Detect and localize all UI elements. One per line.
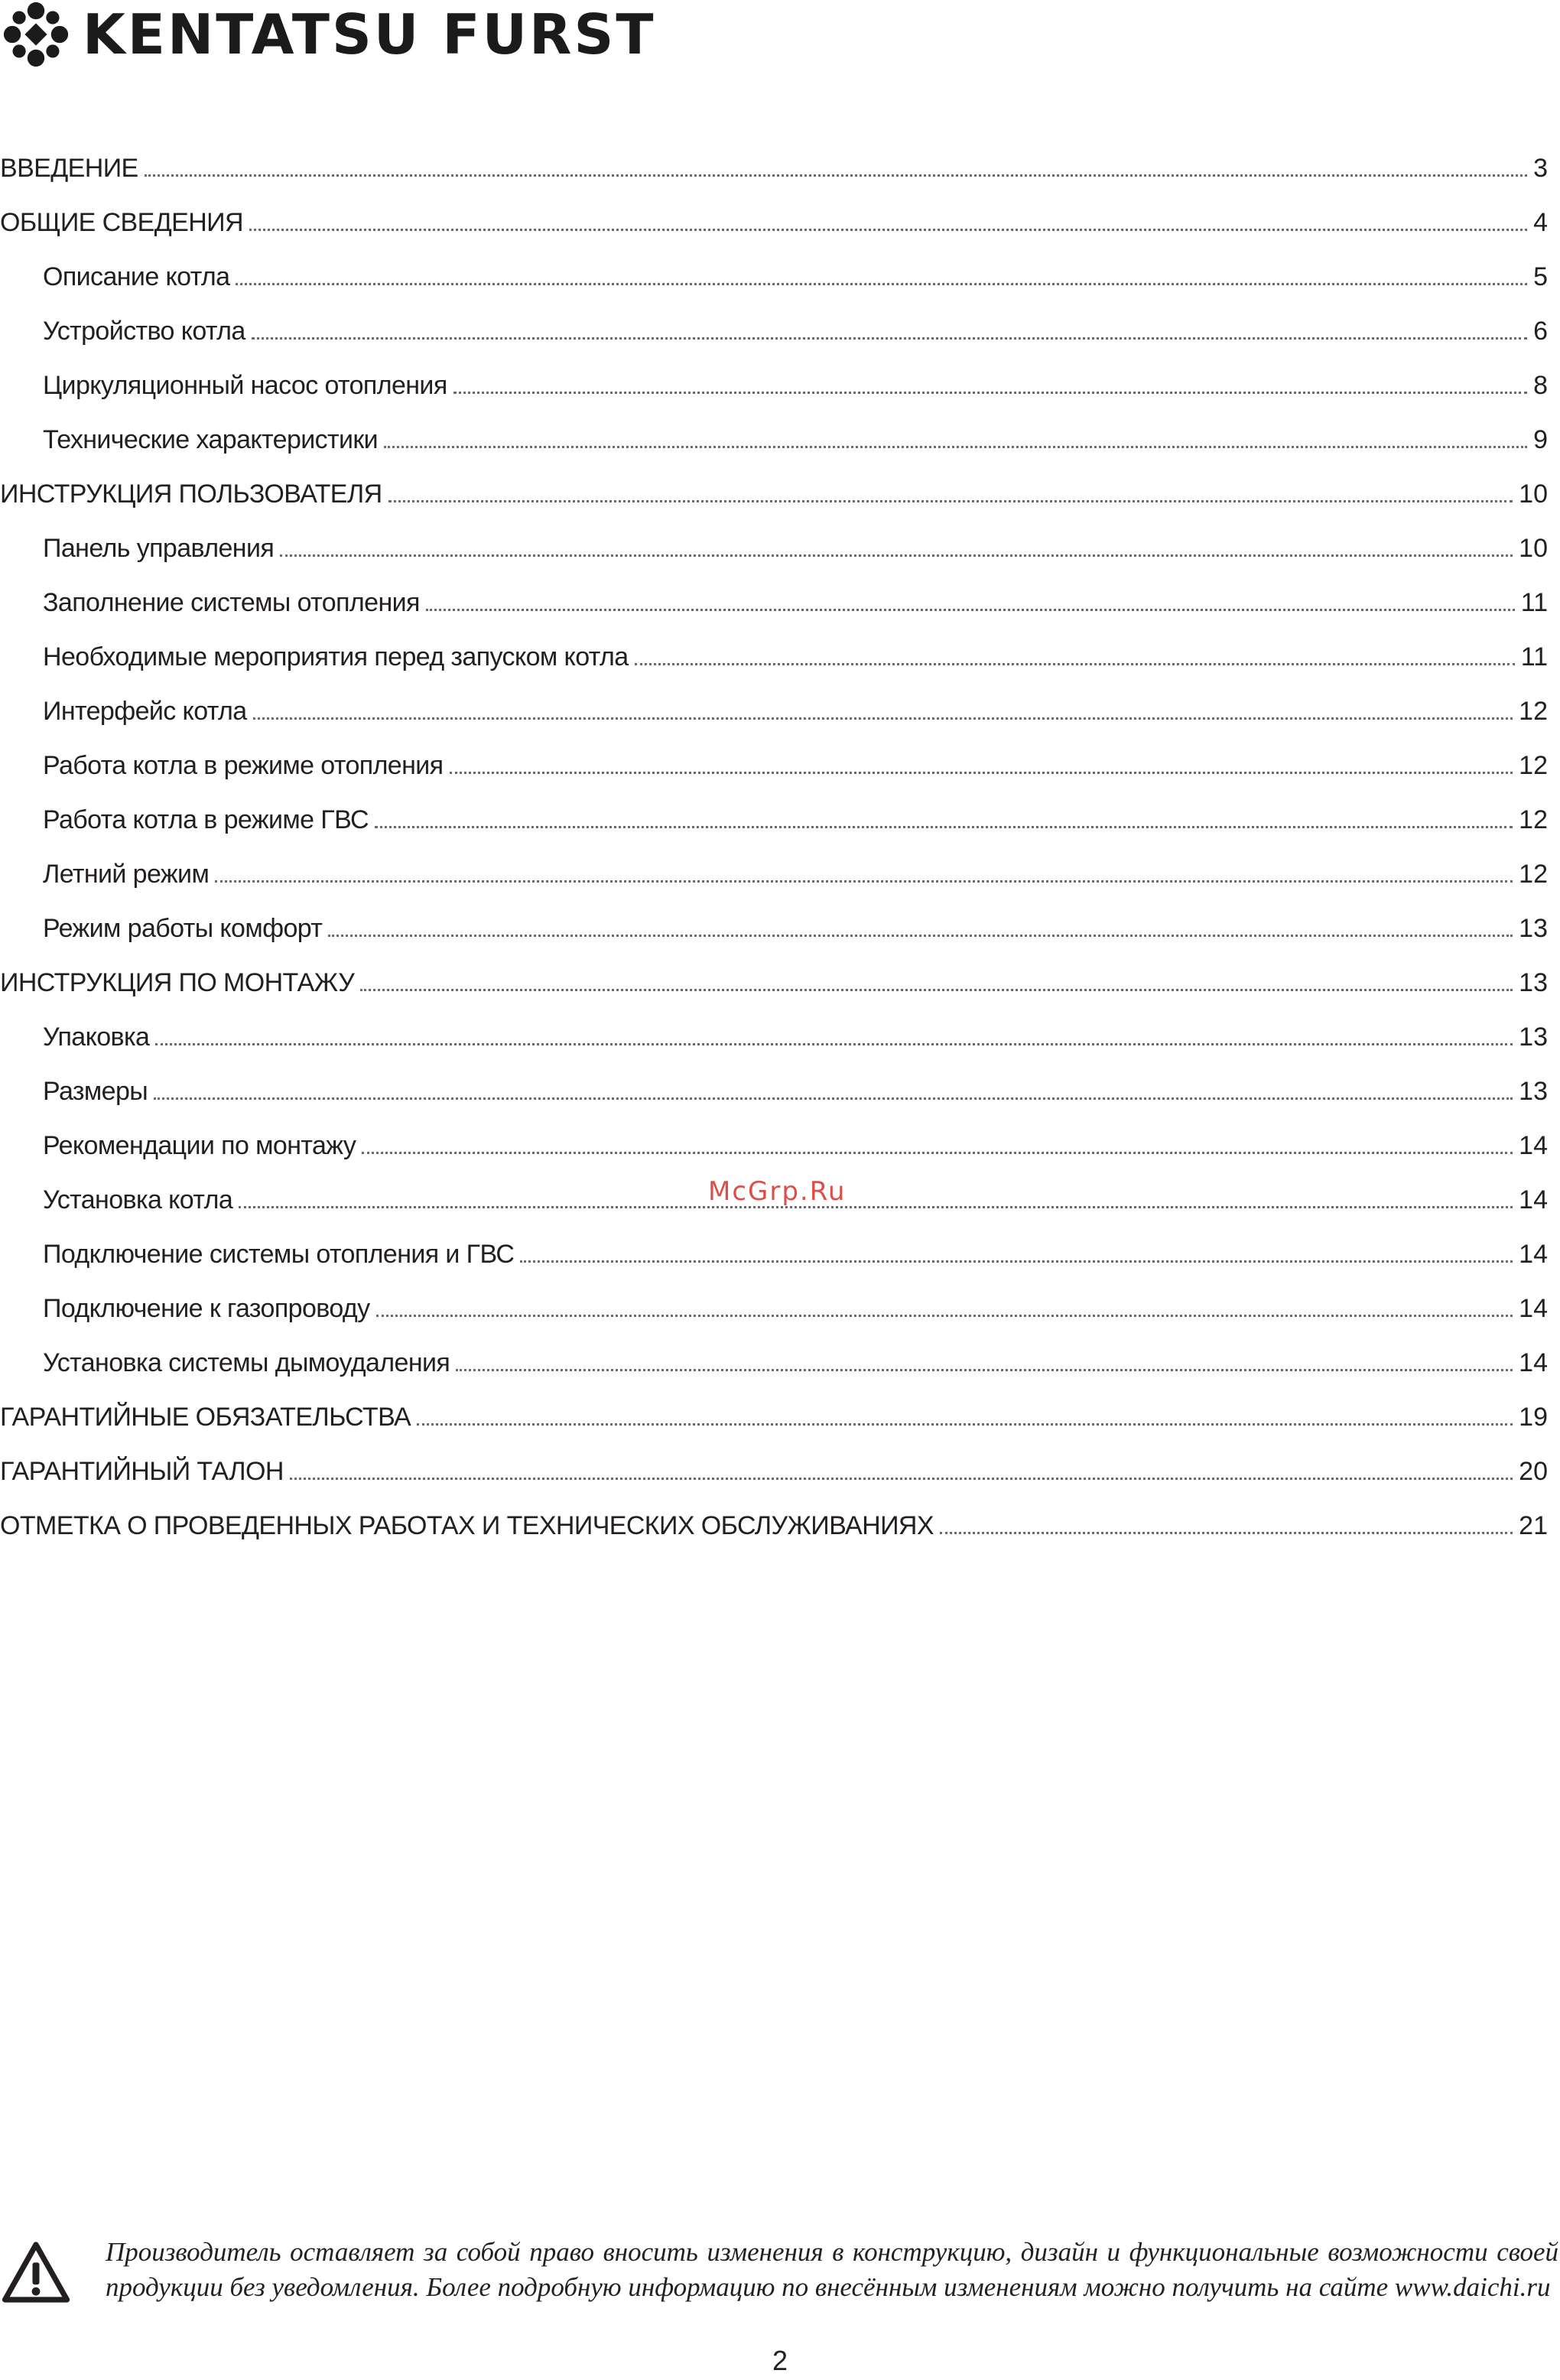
toc-entry [0,632,1548,686]
toc-entry [0,795,1548,849]
toc-entry-page: 12 [1519,860,1548,889]
toc-entry-page: 4 [1533,208,1548,237]
toc-entry-title: Устройство котла [43,317,245,346]
toc-entry [0,1283,1548,1338]
toc-dot-leader [384,446,1527,448]
toc-dot-leader [155,1043,1513,1045]
toc-dot-leader [154,1097,1513,1100]
toc-entry [0,686,1548,740]
toc-entry [0,903,1548,958]
toc-dot-leader [253,717,1513,720]
toc-entry-title: Летний режим [43,860,210,889]
toc-entry-page: 13 [1519,1077,1548,1106]
toc-entry-page: 14 [1519,1185,1548,1214]
toc-entry [0,197,1548,252]
toc-entry-page: 9 [1533,425,1548,454]
toc-entry [0,143,1548,197]
toc-dot-leader [388,500,1513,502]
toc-entry-page: 12 [1519,697,1548,726]
toc-dot-leader [635,663,1515,665]
toc-dot-leader [239,1206,1513,1208]
toc-entry-title: Размеры [43,1077,148,1106]
toc-entry-title: Упаковка [43,1023,150,1052]
toc-entry [0,849,1548,903]
toc-dot-leader [417,1423,1513,1426]
toc-entry-page: 10 [1519,480,1548,509]
table-of-contents [0,143,1548,1555]
toc-entry-page: 11 [1520,588,1548,617]
toc-entry [0,958,1548,1012]
toc-entry [0,740,1548,795]
disclaimer-text: Производитель оставляет за собой право вносить изменения в конструкцию, дизайн и функциональные возможности своей продукции без уведомления. Более подробную информацию по внесённым изменениям можно получить на сайте www.daichi.ru [106,2237,1558,2302]
toc-entry [0,523,1548,577]
toc-entry-title: Интерфейс котла [43,697,247,726]
toc-entry-title: Подключение системы отопления и ГВС [43,1240,515,1269]
toc-entry-page: 14 [1519,1294,1548,1323]
toc-entry-title: Панель управления [43,534,275,563]
toc-entry-title: Рекомендации по монтажу [43,1131,356,1160]
toc-entry [0,1066,1548,1120]
toc-entry-page: 5 [1533,262,1548,291]
brand-name: KENTATSU FURST [83,2,656,67]
footer-notice [0,2233,1560,2317]
toc-entry [0,415,1548,469]
toc-dot-leader [362,1152,1513,1154]
toc-dot-leader [450,772,1513,774]
toc-entry-title: Режим работы комфорт [43,914,323,943]
toc-entry-page: 3 [1533,154,1548,183]
toc-entry [0,469,1548,523]
toc-entry-page: 10 [1519,534,1548,563]
toc-entry [0,1338,1548,1392]
watermark: McGrp.Ru [708,1176,847,1207]
toc-entry-title: Работа котла в режиме ГВС [43,805,369,834]
toc-entry-page: 14 [1519,1348,1548,1377]
toc-entry-title: ИНСТРУКЦИЯ ПО МОНТАЖУ [0,968,355,997]
toc-dot-leader [215,880,1513,883]
toc-entry [0,1446,1548,1501]
toc-entry-title: ГАРАНТИЙНЫЕ ОБЯЗАТЕЛЬСТВА [0,1403,411,1432]
toc-dot-leader [453,392,1527,394]
toc-dot-leader [145,174,1527,177]
toc-entry-title: ИНСТРУКЦИЯ ПОЛЬЗОВАТЕЛЯ [0,480,382,509]
toc-entry-page: 13 [1519,968,1548,997]
toc-entry-title: Необходимые мероприятия перед запуском котла [43,642,629,671]
toc-entry-title: Описание котла [43,262,230,291]
header [0,0,765,69]
toc-entry-page: 6 [1533,317,1548,346]
toc-entry-page: 21 [1519,1511,1548,1540]
toc-entry-page: 12 [1519,751,1548,780]
toc-entry-page: 19 [1519,1403,1548,1432]
toc-entry [0,360,1548,415]
toc-entry-title: Работа котла в режиме отопления [43,751,444,780]
toc-dot-leader [360,989,1513,991]
toc-entry-title: Установка системы дымоудаления [43,1348,450,1377]
toc-entry [0,1392,1548,1446]
toc-dot-leader [456,1369,1513,1371]
toc-dot-leader [520,1260,1513,1263]
toc-entry-title: ГАРАНТИЙНЫЙ ТАЛОН [0,1457,284,1486]
toc-entry-page: 12 [1519,805,1548,834]
toc-entry-title: Технические характеристики [43,425,379,454]
warning-icon [2,2239,70,2305]
toc-dot-leader [376,1315,1513,1317]
toc-entry [0,577,1548,632]
toc-dot-leader [280,554,1513,557]
kentatsu-logo-icon [3,2,69,67]
toc-dot-leader [290,1478,1513,1480]
toc-entry [0,1120,1548,1175]
toc-entry-title: Циркуляционный насос отопления [43,371,447,400]
toc-entry-title: Заполнение системы отопления [43,588,420,617]
toc-entry-title: ОТМЕТКА О ПРОВЕДЕННЫХ РАБОТАХ И ТЕХНИЧЕСКИХ ОБСЛУЖИВАНИЯХ [0,1511,934,1540]
toc-entry-title: ВВЕДЕНИЕ [0,154,138,183]
toc-entry [0,1012,1548,1066]
toc-entry-title: Установка котла [43,1185,233,1214]
toc-dot-leader [236,283,1527,285]
toc-entry-title: Подключение к газопроводу [43,1294,370,1323]
toc-dot-leader [249,229,1527,231]
toc-dot-leader [426,609,1515,611]
toc-dot-leader [328,935,1513,937]
toc-entry-page: 20 [1519,1457,1548,1486]
page-number: 2 [772,2345,788,2376]
toc-entry-page: 8 [1533,371,1548,400]
toc-entry-page: 11 [1520,642,1548,671]
toc-entry-page: 14 [1519,1131,1548,1160]
toc-entry [0,252,1548,306]
toc-dot-leader [252,337,1527,340]
toc-entry [0,1229,1548,1283]
toc-entry-page: 14 [1519,1240,1548,1269]
toc-dot-leader [940,1532,1513,1534]
toc-entry-page: 13 [1519,1023,1548,1052]
toc-entry-title: ОБЩИЕ СВЕДЕНИЯ [0,208,243,237]
toc-entry [0,306,1548,360]
toc-dot-leader [375,826,1513,828]
toc-entry [0,1501,1548,1555]
toc-entry-page: 13 [1519,914,1548,943]
